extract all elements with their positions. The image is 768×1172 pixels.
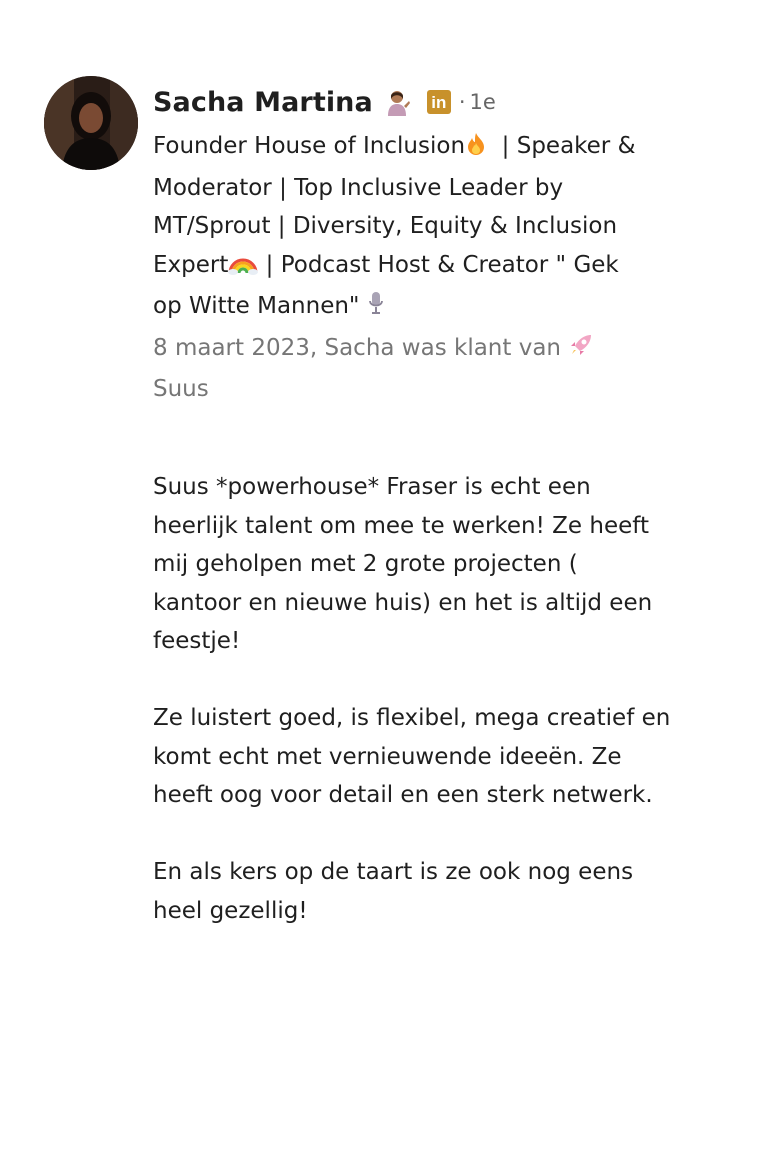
recommendation-text (153, 468, 673, 969)
rainbow-emoji (228, 249, 258, 288)
name-row (153, 80, 673, 124)
headline-part-2: | Speaker & Moderator | Top Inclusive Leader by MT/Sprout | Diversity, Equity & Inclusion Expert (153, 133, 643, 278)
recommendation-meta (153, 329, 653, 409)
avatar-photo (44, 76, 138, 170)
microphone-emoji (367, 290, 385, 329)
recommendation-date-relation: 8 maart 2023, Sacha was klant van (153, 334, 569, 361)
avatar[interactable] (44, 76, 138, 170)
profile-header (153, 80, 673, 409)
linkedin-badge-icon: in (427, 90, 451, 114)
profile-name[interactable]: Sacha Martina (153, 86, 373, 118)
profile-headline (153, 127, 653, 329)
meta-separator: · (458, 90, 466, 114)
recommendation-paragraph: En als kers op de taart is ze ook nog eens heel gezellig! (153, 859, 634, 924)
recommendation-paragraph: Suus *powerhouse* Fraser is echt een heerlijk talent om mee te werken! Ze heeft mij geholpen met 2 grote projecten ( kantoor en nieuwe huis) en het is altijd een feestje! (153, 474, 653, 654)
headline-part-1: Founder House of Inclusion (153, 133, 466, 159)
person-tipping-hand-emoji (383, 88, 411, 116)
connection-degree: 1e (469, 90, 496, 114)
recommendation-paragraph: Ze luistert goed, is flexibel, mega creatief en komt echt met vernieuwende ideeën. Ze heeft oog voor detail en een sterk netwerk. (153, 705, 671, 808)
headline-part-3: | Podcast Host & Creator " Gek op Witte Mannen" (153, 251, 627, 319)
fire-emoji (465, 130, 487, 169)
recipient-name[interactable]: Suus (153, 376, 209, 402)
rocket-emoji (568, 332, 594, 371)
